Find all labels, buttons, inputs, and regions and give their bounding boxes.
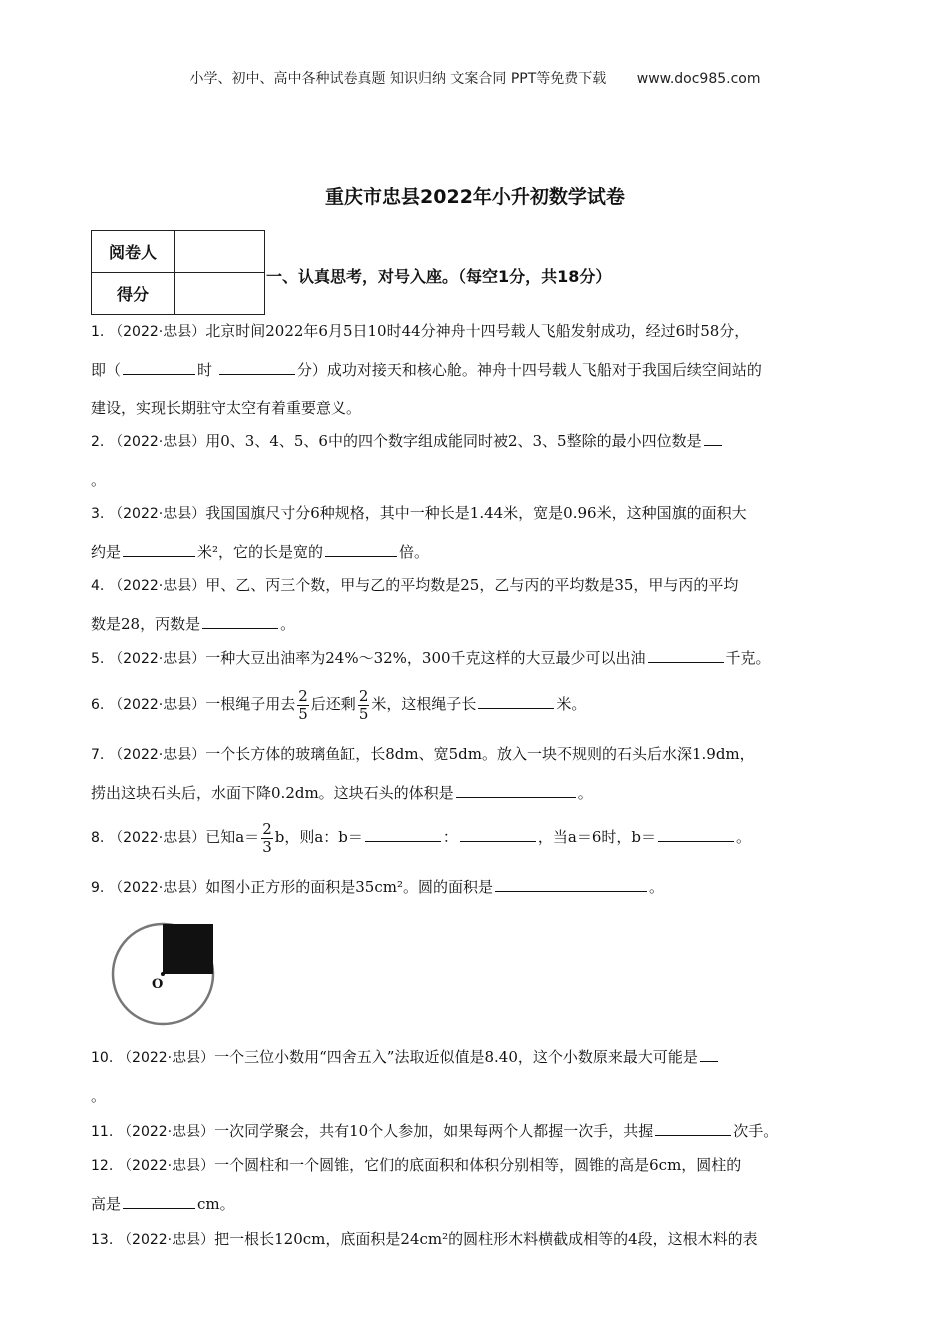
section-heading: 一、认真思考，对号入座。（每空1分，共18分） (266, 267, 612, 286)
answer-blank[interactable] (123, 1192, 195, 1209)
question-1: 1. （2022·忠县）北京时间2022年6月5日10时44分神舟十四号载人飞船发射成功，经过6时58分， 即（ 时 分）成功对接天和核心舱。神舟十四号载人飞船对于我国后续空间站的 建设，实现长期驻守太空有着重要意义。 (91, 322, 762, 417)
question-5: 5. （2022·忠县）一种大豆出油率为24%～32%，300千克这样的大豆最少可以出油 千克。 (91, 639, 881, 678)
answer-blank[interactable] (123, 540, 195, 557)
answer-blank[interactable] (460, 825, 536, 842)
answer-blank[interactable] (478, 692, 554, 709)
question-9: 9. （2022·忠县）如图小正方形的面积是35cm²。圆的面积是 。 (91, 868, 881, 907)
page-title: 重庆市忠县2022年小升初数学试卷 (325, 186, 625, 208)
page-header (0, 68, 950, 88)
answer-blank[interactable] (202, 612, 278, 629)
answer-blank[interactable] (123, 358, 195, 375)
question-4: 4. （2022·忠县）甲、乙、丙三个数，甲与乙的平均数是25，乙与丙的平均数是35，甲与丙的平均 数是28，丙数是 。 (91, 576, 739, 633)
fraction: $\frac{2}{3}$ (262, 819, 272, 856)
reviewer-cell (175, 231, 265, 273)
center-point (161, 972, 165, 976)
question-13: 13. （2022·忠县）把一根长120cm，底面积是24cm²的圆柱形木料横截成相等的4段，这根木料的表 (91, 1230, 758, 1248)
answer-blank[interactable] (365, 825, 441, 842)
answer-blank[interactable] (655, 1119, 731, 1136)
answer-blank[interactable] (658, 825, 734, 842)
header-text: 小学、初中、高中各种试卷真题 知识归纳 文案合同 PPT等免费下载 (189, 71, 607, 87)
fraction: $\frac{2}{5}$ (298, 686, 308, 723)
question-10: 10. （2022·忠县）一个三位小数用“四舍五入”法取近似值是8.40，这个小数原来最大可能是 。 (91, 1038, 881, 1115)
grader-table (91, 230, 265, 315)
score-label: 得分 (92, 273, 175, 315)
question-12: 12. （2022·忠县）一个圆柱和一个圆锥，它们的底面积和体积分别相等，圆锥的高是6cm，圆柱的 高是 cm。 (91, 1156, 742, 1213)
question-7: 7. （2022·忠县）一个长方体的玻璃鱼缸，长8dm、宽5dm。放入一块不规则的石头后水深1.9dm， 捞出这块石头后，水面下降0.2dm。这块石头的体积是 。 (91, 745, 755, 802)
question-6: 6. （2022·忠县）一根绳子用去 $\frac{2}{5}$ 后还剩 $\frac{2}{5}$ 米，这根绳子长 米。 (91, 686, 587, 723)
question-8: 8. （2022·忠县）已知a＝ $\frac{2}{3}$ b，则a：b＝ ： ，当a＝6时，b＝ 。 (91, 819, 752, 856)
reviewer-label: 阅卷人 (92, 231, 175, 273)
center-label: O (152, 977, 164, 992)
answer-blank[interactable] (648, 646, 724, 663)
circle-square-figure (108, 918, 224, 1028)
answer-blank[interactable] (704, 429, 722, 446)
question-3: 3. （2022·忠县）我国国旗尺寸分6种规格，其中一种长是1.44米，宽是0.96米，这种国旗的面积大 约是 米²，它的长是宽的 倍。 (91, 504, 747, 561)
answer-blank[interactable] (700, 1045, 718, 1062)
score-cell (175, 273, 265, 315)
question-2: 2. （2022·忠县）用0、3、4、5、6中的四个数字组成能同时被2、3、5整除的最小四位数是 。 (91, 422, 881, 499)
question-11: 11. （2022·忠县）一次同学聚会，共有10个人参加，如果每两个人都握一次手，共握 次手。 (91, 1112, 881, 1151)
answer-blank[interactable] (325, 540, 397, 557)
header-site: www.doc985.com (636, 71, 761, 87)
small-square (163, 924, 213, 974)
answer-blank[interactable] (495, 875, 647, 892)
answer-blank[interactable] (219, 358, 295, 375)
fraction: $\frac{2}{5}$ (358, 686, 369, 723)
answer-blank[interactable] (456, 781, 576, 798)
